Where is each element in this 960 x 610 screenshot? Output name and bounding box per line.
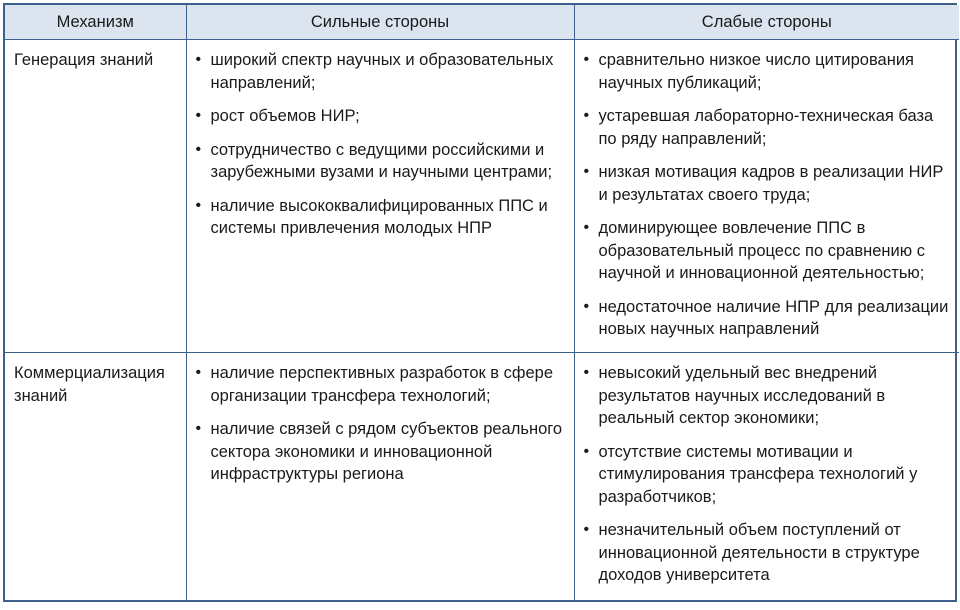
bullet-icon: • (195, 420, 202, 437)
list-item-text: широкий спектр научных и образовательных направлений; (210, 51, 554, 92)
list-item (196, 418, 566, 486)
bullet-icon: • (195, 364, 202, 381)
mechanisms-table (5, 5, 959, 601)
list-item (196, 49, 566, 94)
bullet-icon: • (583, 219, 590, 236)
list-item-text: недостаточное наличие НПР для реализации новых научных направлений (598, 297, 949, 338)
list-item-text: сотрудничество с ведущими российскими и зарубежными вузами и научными центрами; (210, 140, 553, 181)
table-row (5, 40, 959, 353)
header-weaknesses: Слабые стороны (574, 5, 959, 40)
list-item (584, 217, 952, 285)
strengths-cell (186, 353, 574, 601)
list-item-text: наличие связей с рядом субъектов реального сектора экономики и инновационной инфраструктуры региона (210, 420, 563, 483)
list-item-text: наличие высококвалифицированных ППС и системы привлечения молодых НПР (210, 196, 548, 237)
bullet-icon: • (583, 51, 590, 68)
list-item (584, 161, 952, 206)
list-item (196, 139, 566, 184)
header-strengths: Сильные стороны (186, 5, 574, 40)
list-item-text: устаревшая лабораторно-техническая база по ряду направлений; (598, 107, 934, 148)
bullet-icon: • (583, 107, 590, 124)
bullet-icon: • (195, 107, 202, 124)
bullet-icon: • (583, 163, 590, 180)
mechanism-cell: Генерация знаний (14, 51, 154, 69)
list-item-text: доминирующее вовлечение ППС в образовательный процесс по сравнению с научной и инновационной деятельностью; (598, 219, 925, 282)
table-header-row (5, 5, 959, 40)
bullet-icon: • (583, 297, 590, 315)
strengths-list (196, 362, 566, 486)
weaknesses-cell (574, 353, 959, 601)
bullet-icon: • (583, 521, 590, 538)
list-item (584, 105, 952, 150)
list-item (196, 105, 566, 128)
list-item (584, 296, 952, 341)
list-item-text: незначительный объем поступлений от инновационной деятельности в структуре доходов университета (598, 521, 920, 584)
strengths-cell (186, 40, 574, 353)
list-item (584, 49, 952, 94)
mechanism-cell: Коммерциализация знаний (5, 353, 186, 601)
swot-table-container (3, 3, 957, 602)
bullet-icon: • (583, 364, 590, 381)
list-item-text: отсутствие системы мотивации и стимулирования трансфера технологий у разработчиков; (598, 442, 918, 506)
weaknesses-list (584, 49, 952, 341)
list-item (584, 519, 952, 587)
header-mechanism: Механизм (5, 5, 186, 40)
list-item-text: наличие перспективных разработок в сфере организации трансфера технологий; (210, 364, 554, 405)
list-item (196, 362, 566, 407)
table-row (5, 353, 959, 601)
bullet-icon: • (195, 196, 202, 214)
strengths-list (196, 49, 566, 240)
bullet-icon: • (195, 51, 202, 68)
bullet-icon: • (583, 442, 590, 460)
bullet-icon: • (195, 140, 202, 158)
weaknesses-list (584, 362, 952, 587)
list-item-text: невысокий удельный вес внедрений результатов научных исследований в реальный сектор экономики; (598, 364, 886, 427)
list-item (196, 195, 566, 240)
list-item-text: рост объемов НИР; (210, 107, 360, 125)
list-item (584, 441, 952, 509)
list-item-text: сравнительно низкое число цитирования научных публикаций; (598, 51, 914, 92)
list-item (584, 362, 952, 430)
list-item-text: низкая мотивация кадров в реализации НИР и результатах своего труда; (598, 163, 944, 204)
weaknesses-cell (574, 40, 959, 353)
